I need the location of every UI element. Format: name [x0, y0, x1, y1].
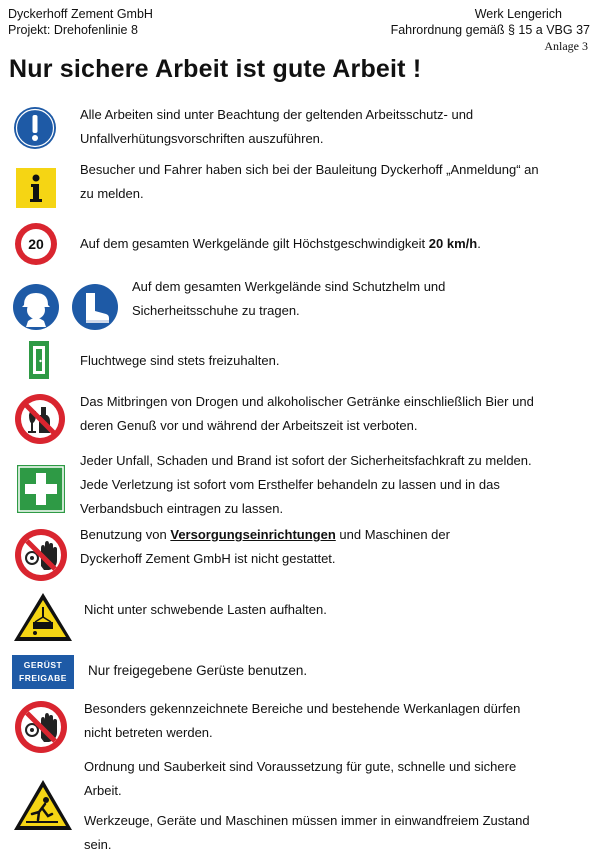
page-title: Nur sichere Arbeit ist gute Arbeit !	[9, 55, 422, 83]
rule-5-text: Fluchtwege sind stets freizuhalten.	[80, 353, 280, 368]
boots-icon	[71, 283, 119, 331]
rule-7-text: Jeder Unfall, Schaden und Brand ist sofort der Sicherheitsfachkraft zu melden. Jede Verletzung ist sofort vom Ersthelfer behandeln zu lassen und in das Verbandsbuch eintragen zu lassen.	[80, 453, 532, 516]
rule-2-text: Besucher und Fahrer haben sich bei der Bauleitung Dyckerhoff „Anmeldung“ an zu melden.	[80, 162, 539, 201]
rule-9-text: Nicht unter schwebende Lasten aufhalten.	[84, 602, 327, 617]
scaffold-release-badge: GERÜST FREIGABE	[12, 655, 74, 689]
plant-name: Werk Lengerich	[474, 7, 562, 21]
no-alcohol-icon	[14, 393, 66, 445]
rule-6-text: Das Mitbringen von Drogen und alkoholischer Getränke einschließlich Bier und deren Genuß vor und während der Arbeitszeit ist verboten.	[80, 394, 534, 433]
rule-3-text: Auf dem gesamten Werkgelände gilt Höchstgeschwindigkeit 20 km/h.	[80, 236, 481, 251]
no-entry-icon	[14, 700, 68, 754]
suspended-load-icon	[12, 591, 74, 643]
project-name: Projekt: Drehofenlinie 8	[8, 23, 138, 37]
rule-8-text: Benutzung von Versorgungseinrichtungen und Maschinen der Dyckerhoff Zement GmbH ist nicht gestattet.	[80, 527, 450, 566]
helmet-icon	[12, 283, 60, 331]
rule-1-text: Alle Arbeiten sind unter Beachtung der geltenden Arbeitsschutz- und Unfallverhütungsvorschriften auszuführen.	[80, 107, 474, 146]
appendix-label: Anlage 3	[544, 39, 588, 53]
info-icon	[16, 168, 56, 208]
mandatory-icon	[13, 106, 57, 150]
first-aid-icon	[17, 465, 65, 513]
rule-4-text: Auf dem gesamten Werkgelände sind Schutzhelm und Sicherheitsschuhe zu tragen.	[132, 279, 446, 318]
slip-hazard-icon	[12, 778, 74, 832]
speed-limit-icon	[14, 222, 58, 266]
speed-limit-value: 20	[28, 236, 44, 252]
no-touch-icon	[14, 528, 68, 582]
escape-route-icon	[29, 341, 49, 379]
utilities-link-text: Versorgungseinrichtungen	[170, 527, 336, 542]
regulation-text: Fahrordnung gemäß § 15 a VBG 37	[390, 23, 590, 37]
speed-limit-text: 20 km/h	[428, 236, 478, 251]
rule-11-text: Besonders gekennzeichnete Bereiche und bestehende Werkanlagen dürfen nicht betreten werden.	[84, 701, 521, 740]
rule-10-text: Nur freigegebene Gerüste benutzen.	[88, 663, 308, 678]
company-name: Dyckerhoff Zement GmbH	[8, 7, 153, 21]
rule-12-text: Ordnung und Sauberkeit sind Voraussetzung für gute, schnelle und sichere Arbeit. Werkzeuge, Geräte und Maschinen müssen immer in einwandfreiem Zustand sein.	[84, 759, 530, 852]
header-left	[8, 6, 153, 38]
header-right	[391, 6, 590, 38]
